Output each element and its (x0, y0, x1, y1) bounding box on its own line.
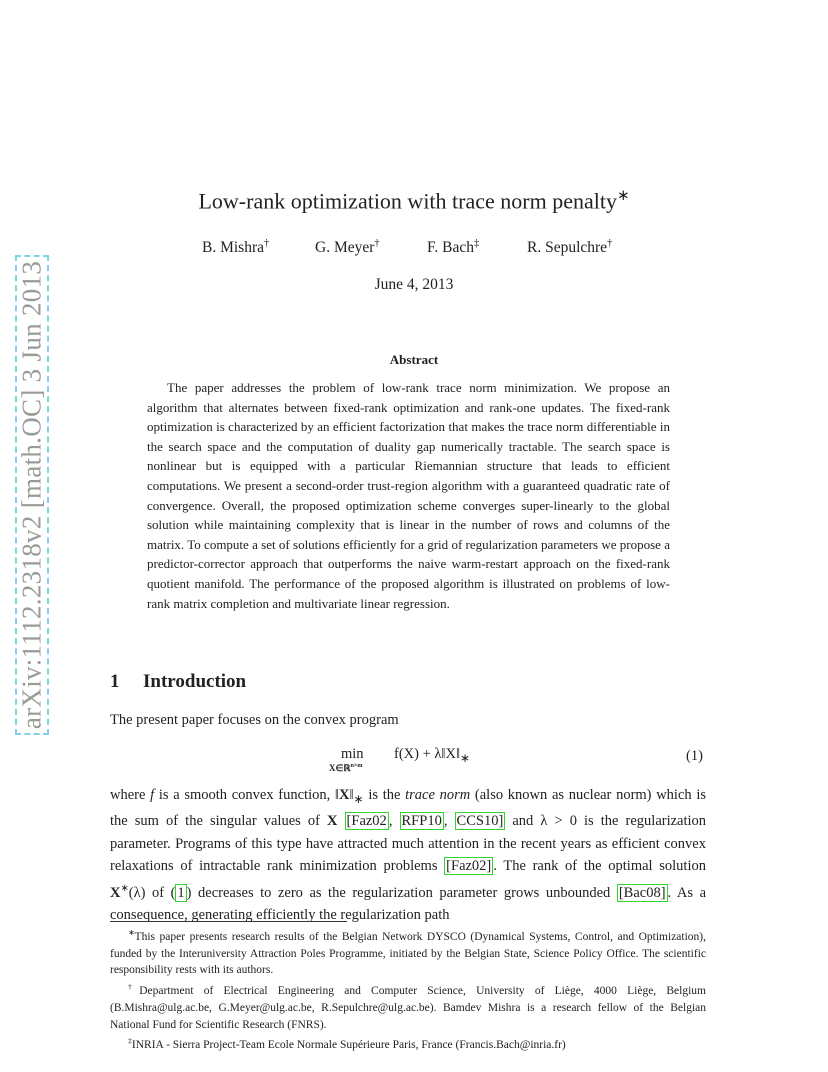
equation-number: (1) (686, 748, 703, 764)
text: . The rank of the optimal solution (493, 858, 706, 875)
citation-link[interactable]: [Bac08] (618, 884, 666, 901)
equation-min: min (341, 746, 364, 762)
paper-date: June 4, 2013 (374, 276, 454, 293)
math-star: ∗ (120, 882, 129, 894)
author-name: R. Sepulchre (527, 239, 608, 257)
citation-link[interactable]: [Faz02 (346, 813, 387, 830)
equation-subscript (329, 763, 362, 774)
section-title: Introduction (143, 671, 247, 692)
text: is a smooth convex function, ‖ (154, 787, 339, 803)
footnotes (110, 925, 706, 1054)
text: is the (363, 787, 406, 803)
equation-subscript-text: X∈ℝ (329, 763, 351, 773)
footnote-2 (110, 979, 706, 1033)
footnote-3 (110, 1033, 706, 1054)
author-mark[interactable]: † (374, 238, 380, 249)
author-mark[interactable]: † (264, 238, 270, 249)
title-footnote-mark[interactable]: ∗ (616, 188, 630, 204)
text: and λ > 0 is the regularization parameter. Programs of this type have attracted much attention in the recent years as efficient convex relaxations of intractable rank minimization problems (110, 813, 707, 875)
citation-link[interactable]: RFP10 (401, 813, 442, 830)
equation-expression-sub: ∗ (460, 750, 471, 765)
text (337, 813, 344, 829)
intro-first-line: The present paper focuses on the convex program (110, 712, 399, 728)
section-number: 1 (110, 671, 120, 692)
math-X: X (110, 884, 121, 901)
equation-expression-text: f(X) + λ‖X‖ (394, 746, 461, 762)
footnote-rule (110, 921, 347, 922)
paper-title (0, 186, 828, 214)
term-trace-norm: trace norm (405, 787, 471, 803)
text: . As a consequence, generating efficiently the regularization path (110, 884, 707, 924)
text: , (388, 813, 400, 830)
arxiv-stamp[interactable]: arXiv:1112.2318v2 [math.OC] 3 Jun 2013 (16, 260, 47, 730)
author-3 (427, 238, 479, 257)
abstract-heading: Abstract (389, 352, 439, 367)
math-f: f (150, 787, 155, 803)
footnote-mark: ‡ (128, 1036, 132, 1046)
intro-paragraph (110, 784, 706, 927)
equation-expression (394, 746, 470, 766)
author-1 (202, 238, 269, 257)
author-name: F. Bach (427, 239, 474, 257)
footnote-mark: ∗ (128, 928, 135, 937)
author-mark[interactable]: ‡ (473, 238, 480, 249)
author-2 (315, 238, 380, 257)
equation-link[interactable]: 1 (177, 884, 185, 901)
title-text: Low-rank optimization with trace norm penalty (198, 188, 617, 214)
footnote-text: INRIA - Sierra Project-Team Ecole Normale Supérieure Paris, France (Francis.Bach@inria.fr) (131, 1039, 566, 1052)
citation-link[interactable]: CCS10] (456, 813, 504, 830)
footnote-text: Department of Electrical Engineering and Computer Science, University of Liège, 4000 Liège, Belgium (B.Mishra@ulg.ac.be, G.Meyer@ulg.ac.be, R.Sepulchre@ulg.ac.be). Bamdev Mishra is a research fellow of the Belgian National Fund for Scientific Research (FNRS). (110, 985, 706, 1031)
text: (also known as nuclear norm) which is the sum of the singular values of (110, 787, 706, 830)
footnote-text: This paper presents research results of the Belgian Network DYSCO (Dynamical Systems, Control, and Optimization), funded by the Interuniversity Attraction Poles Programme, initiated by the Belgian State, Science Policy Office. The scientific responsibility rests with its authors. (110, 930, 706, 977)
equation-subscript-sup: n×m (350, 763, 363, 769)
text: , (443, 813, 455, 830)
text: (λ) of ( (128, 884, 176, 901)
author-4 (527, 238, 612, 257)
author-mark[interactable]: † (607, 238, 613, 249)
author-name: G. Meyer (315, 239, 375, 257)
text: ) decreases to zero as the regularization parameter grows unbounded (186, 884, 617, 901)
math-X: X (326, 813, 338, 830)
math-X: X (338, 787, 350, 803)
author-name: B. Mishra (202, 239, 264, 257)
text: where (110, 787, 151, 803)
text: ‖ (349, 787, 354, 803)
footnote-mark: † (128, 982, 140, 992)
footnote-1 (110, 925, 706, 979)
abstract-text: The paper addresses the problem of low-rank trace norm minimization. We propose an algorithm that alternates between fixed-rank optimization and rank-one updates. The fixed-rank optimization is characterized by an efficient factorization that makes the trace norm differentiable in the search space and the computation of duality gap numerically tractable. The search space is nonlinear but is equipped with a particular Riemannian structure that leads to efficient computations. We present a second-order trust-region algorithm with a guaranteed quadratic rate of convergence. Overall, the proposed optimization scheme converges super-linearly to the global solution while maintaining complexity that is linear in the number of rows and columns of the matrix. To compute a set of solutions efficiently for a grid of regularization parameters we propose a predictor-corrector approach that outperforms the naive warm-restart approach on the fixed-rank quotient manifold. The performance of the proposed algorithm is illustrated on problems of low-rank matrix completion and multivariate linear regression. (147, 380, 670, 611)
math-star: ∗ (353, 791, 364, 806)
citation-link[interactable]: [Faz02] (446, 858, 492, 875)
